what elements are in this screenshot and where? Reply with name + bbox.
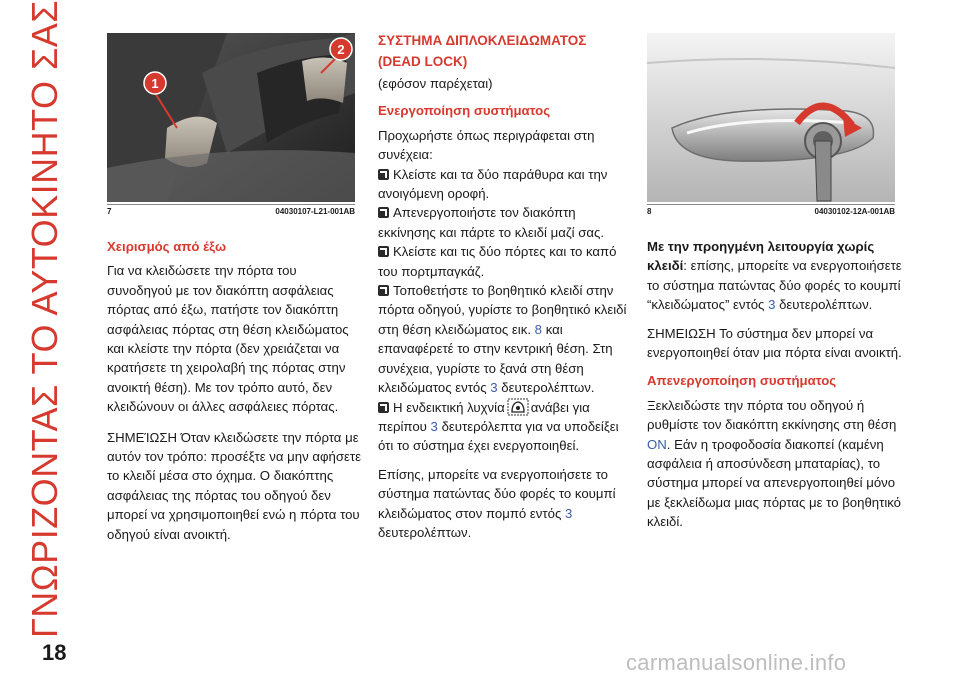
step-4-text-a: Τοποθετήστε το βοηθητικό κλειδί στην πόρτα οδηγού, γυρίστε το βοηθητικό κλειδί στη θέση κλειδώματος εικ. <box>378 283 627 337</box>
remote-text-a: Επίσης, μπορείτε να ενεργοποιήσετε το σύστημα πατώντας δύο φορές το κουμπί κλειδώματος στον πομπό εντός <box>378 466 616 521</box>
exterior-operation-text: Για να κλειδώσετε την πόρτα του συνοδηγού με τον διακόπτη ασφάλειας πόρτας από έξω, πατήστε τον διακόπτη ασφάλειας πόρτας στη θέση κλειδώματος και κλείστε την πόρτα (δεν χρειάζεται να κρατήσετε τη χειρολαβή της πόρτας στην ανοικτή θέση). Με τον τρόπο αυτό, δεν κλειδώνουν οι άλλες ασφάλειες πόρτας. <box>107 263 349 415</box>
dead-lock-title-line1: ΣΥΣΤΗΜΑ ΔΙΠΛΟΚΛΕΙΔΩΜΑΤΟΣ <box>378 33 587 48</box>
step-close-doors <box>378 242 630 281</box>
checkbox-bullet-icon <box>378 285 389 296</box>
figure-door-handle-interior <box>107 33 355 202</box>
step-5-text-a: Η ενδεικτική λυχνία <box>393 399 505 415</box>
ignition-on-label: ON <box>647 436 667 452</box>
seconds-value: 3 <box>430 418 438 434</box>
checkbox-bullet-icon <box>378 402 389 413</box>
activation-intro: Προχωρήστε όπως περιγράφεται στη συνέχεια: <box>378 127 595 163</box>
key-lock-illustration <box>647 33 895 202</box>
step-turn-key <box>378 281 630 397</box>
door-handle-illustration <box>107 33 355 202</box>
step-3-text: Κλείστε και τις δύο πόρτες και το καπό του πορτμπαγκάζ. <box>378 244 617 279</box>
checkbox-bullet-icon <box>378 169 389 180</box>
step-2-text: Απενεργοποιήστε τον διακόπτη εκκίνησης και πάρτε το κλειδί μαζί σας. <box>378 205 605 240</box>
security-warning-lamp-icon <box>507 398 529 416</box>
deactivation-text-b: . Εάν η τροφοδοσία διακοπεί (καμένη ασφάλεια ή αποσύνδεση μπαταρίας), το σύστημα μπορεί να απενεργοποιηθεί μόνο με ξεκλείδωμα μιας πόρτας με το βοηθητικό κλειδί. <box>647 436 902 530</box>
deactivation-text-a: Ξεκλειδώστε την πόρτα του οδηγού ή ρυθμίστε τον διακόπτη εκκίνησης στη θέση <box>647 397 897 433</box>
step-indicator-light <box>378 398 630 456</box>
checkbox-bullet-icon <box>378 207 389 218</box>
heading-deactivation: Απενεργοποίηση συστήματος <box>647 373 837 389</box>
figure-7-caption <box>107 207 355 216</box>
column-1 <box>107 237 365 549</box>
keyless-text-a: : επίσης, μπορείτε να ενεργοποιήσετε το σύστημα πατώντας δύο φορές το κουμπί “κλειδώματος” εντός <box>647 258 902 313</box>
deactivation-text <box>647 396 905 532</box>
figure-7-number: 7 <box>107 207 112 216</box>
step-1-text: Κλείστε και τα δύο παράθυρα και την ανοιγόμενη οροφή. <box>378 166 608 202</box>
figure-exterior-handle-key <box>647 33 895 202</box>
side-title-text: ΓΝΩΡΙΖΟΝΤΑΣ ΤΟ ΑΥΤΟΚΙΝΗΤΟ ΣΑΣ <box>24 0 66 639</box>
seconds-value: 3 <box>768 297 776 313</box>
figure-7-rule <box>107 204 355 205</box>
figure-8-code: 04030102-12A-001AB <box>814 207 895 216</box>
activation-remote-text <box>378 465 630 543</box>
step-4-text-c: δευτερολέπτων. <box>501 380 595 396</box>
door-open-note: ΣΗΜΕΙΩΣΗ Το σύστημα δεν μπορεί να ενεργοποιηθεί όταν μια πόρτα είναι ανοικτή. <box>647 325 902 361</box>
step-5-text-c: δευτερόλεπτα για να υποδείξει ότι το σύστημα έχει ενεργοποιηθεί. <box>378 418 619 454</box>
dead-lock-subtitle: (εφόσον παρέχεται) <box>378 76 493 91</box>
step-ignition-off <box>378 203 630 242</box>
watermark: carmanualsonline.info <box>626 650 847 675</box>
seconds-value: 3 <box>490 380 498 396</box>
figure-8-number: 8 <box>647 207 652 216</box>
keyless-lead: Με την προηγμένη λειτουργία χωρίς κλειδί <box>647 239 875 274</box>
callout-2-label: 2 <box>337 42 345 57</box>
figure-reference: 8 <box>534 321 543 337</box>
column-2 <box>378 33 630 547</box>
figure-8-caption <box>647 207 895 216</box>
column-3 <box>647 237 905 537</box>
heading-activation: Ενεργοποίηση συστήματος <box>378 103 551 119</box>
keyless-text <box>647 237 905 315</box>
step-4-text-b: και επαναφέρετέ το στην κεντρική θέση. Στη συνέχεια, γυρίστε το ξανά στη θέση κλειδώματος εντός <box>378 321 613 396</box>
seconds-value: 3 <box>564 505 573 521</box>
exterior-operation-note: ΣΗΜΕΊΩΣΗ Όταν κλειδώσετε την πόρτα με αυτόν τον τρόπο: προσέξτε να μην αφήσετε το κλειδί μέσα στο όχημα. Ο διακόπτης ασφάλειας της πόρτας του οδηγού δεν μπορεί να χρησιμοποιηθεί ενώ η πόρτα του οδηγού είναι ανοικτή. <box>107 429 361 542</box>
section-side-title <box>22 0 68 639</box>
figure-8-rule <box>647 204 895 205</box>
remote-text-b: δευτερολέπτων. <box>378 524 472 540</box>
keyless-text-b: δευτερολέπτων. <box>779 297 873 313</box>
checkbox-bullet-icon <box>378 246 389 257</box>
step-5-text-b: ανάβει για περίπου <box>378 399 590 434</box>
step-close-windows <box>378 165 630 204</box>
heading-exterior-operation: Χειρισμός από έξω <box>107 239 227 254</box>
callout-1-label: 1 <box>151 76 159 91</box>
page-number: 18 <box>42 640 67 665</box>
figure-7-code: 04030107-L21-001AB <box>275 207 355 216</box>
dead-lock-title-line2: (DEAD LOCK) <box>378 53 468 69</box>
